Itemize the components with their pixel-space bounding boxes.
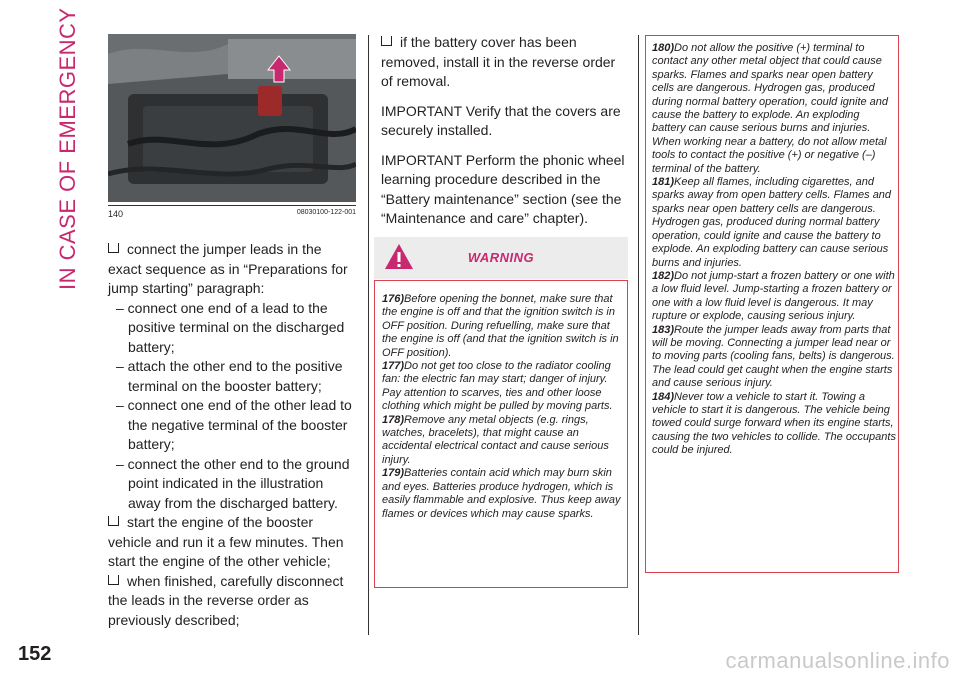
watermark: carmanualsonline.info	[725, 648, 950, 673]
warning-note: 180)Do not allow the positive (+) terminal to contact any other metal object that could cause sparks. Flames and sparks near open battery cells are dangerous. Hydrogen gas, produced during normal battery operation, could ignite and cause the battery to explode. An exploding battery can cause serious burns and injuries. When working near a battery, do not allow metal tools to contact the positive (+) or negative (–) terminal of the battery.	[652, 42, 889, 175]
figure-number: 140	[108, 209, 124, 219]
warning-note: 177)Do not get too close to the radiator cooling fan: the electric fan may start; danger of injury. Pay attention to scarves, ties and other loose clothing which might be pulled by moving parts.	[382, 360, 613, 413]
warning-note: 182)Do not jump-start a frozen battery or one with a low fluid level. Jump-starting a frozen battery or one with a low fluid level is dangerous. It may rupture or explode, causing serious injury.	[652, 269, 895, 323]
section-title: IN CASE OF EMERGENCY	[55, 7, 80, 290]
warning-note: 184)Never tow a vehicle to start it. Towing a vehicle to start it is dangerous. The vehicle being towed could surge forward when its engine starts, causing the two vehicles to collide. The occupants could be injured.	[652, 390, 896, 457]
sub-item: – connect one end of a lead to the positive terminal on the discharged battery;	[116, 299, 345, 355]
figure-code: 08030100-122-001	[296, 209, 356, 216]
column-divider	[638, 35, 639, 635]
bullet-item: if the battery cover has been removed, install it in the reverse order of removal.	[381, 34, 616, 89]
sub-item: – attach the other end to the positive terminal on the booster battery;	[116, 358, 343, 394]
checkbox-bullet-icon	[108, 243, 119, 253]
checkbox-bullet-icon	[108, 516, 119, 526]
bullet-item: start the engine of the booster vehicle and run it a few minutes. Then start the engine of the other vehicle;	[108, 514, 344, 569]
checkbox-bullet-icon	[381, 36, 392, 46]
sub-item: – connect the other end to the ground point indicated in the illustration away from the discharged battery.	[116, 455, 350, 511]
warning-note: 179)Batteries contain acid which may burn skin and eyes. Batteries produce hydrogen, which is easily flammable and explosive. Thus keep away flames or devices which may cause sparks.	[382, 467, 621, 520]
warning-header	[374, 237, 628, 279]
bullet-item: when finished, carefully disconnect the leads in the reverse order as previously described;	[108, 572, 344, 628]
warning-note: 181)Keep all flames, including cigarettes, and sparks away from open battery cells. Flames and sparks near open battery cells are dangerous. Hydrogen gas, produced during normal battery operation, could ignite and cause the battery to explode. An exploding battery can cause serious burns and injuries.	[652, 176, 892, 269]
warning-note: 178)Remove any metal objects (e.g. rings, watches, bracelets), that might cause an accidental electrical contact and cause serious injury.	[382, 413, 609, 466]
sub-item: – connect one end of the other lead to the negative terminal of the booster battery;	[116, 397, 352, 452]
column-1	[108, 240, 356, 630]
warning-notes	[382, 293, 624, 521]
warning-notes-continued	[652, 42, 896, 458]
figure-caption	[108, 205, 356, 220]
important-note: IMPORTANT Perform the phonic wheel learning procedure described in the “Battery maintenance” section (see the “Maintenance and care” chapter).	[381, 151, 625, 226]
column-divider	[368, 35, 369, 635]
bullet-item: connect the jumper leads in the exact sequence as in “Preparations for jump starting” paragraph:	[108, 241, 348, 296]
page-number: 152	[18, 643, 52, 665]
checkbox-bullet-icon	[108, 575, 119, 585]
engine-bay-photo	[108, 34, 356, 202]
warning-note: 183)Route the jumper leads away from parts that will be moving. Connecting a jumper lead near or to moving parts (cooling fans, belts) is dangerous. The lead could get caught when the engine starts and cause serious injury.	[652, 323, 895, 390]
column-2	[381, 33, 629, 229]
warning-title: WARNING	[467, 250, 535, 265]
important-note: IMPORTANT Verify that the covers are securely installed.	[381, 102, 621, 138]
warning-note: 176)Before opening the bonnet, make sure that the engine is off and that the ignition switch is in OFF position. During refuelling, make sure that the engine is off (and that the ignition switch is in OFF position).	[382, 293, 619, 359]
